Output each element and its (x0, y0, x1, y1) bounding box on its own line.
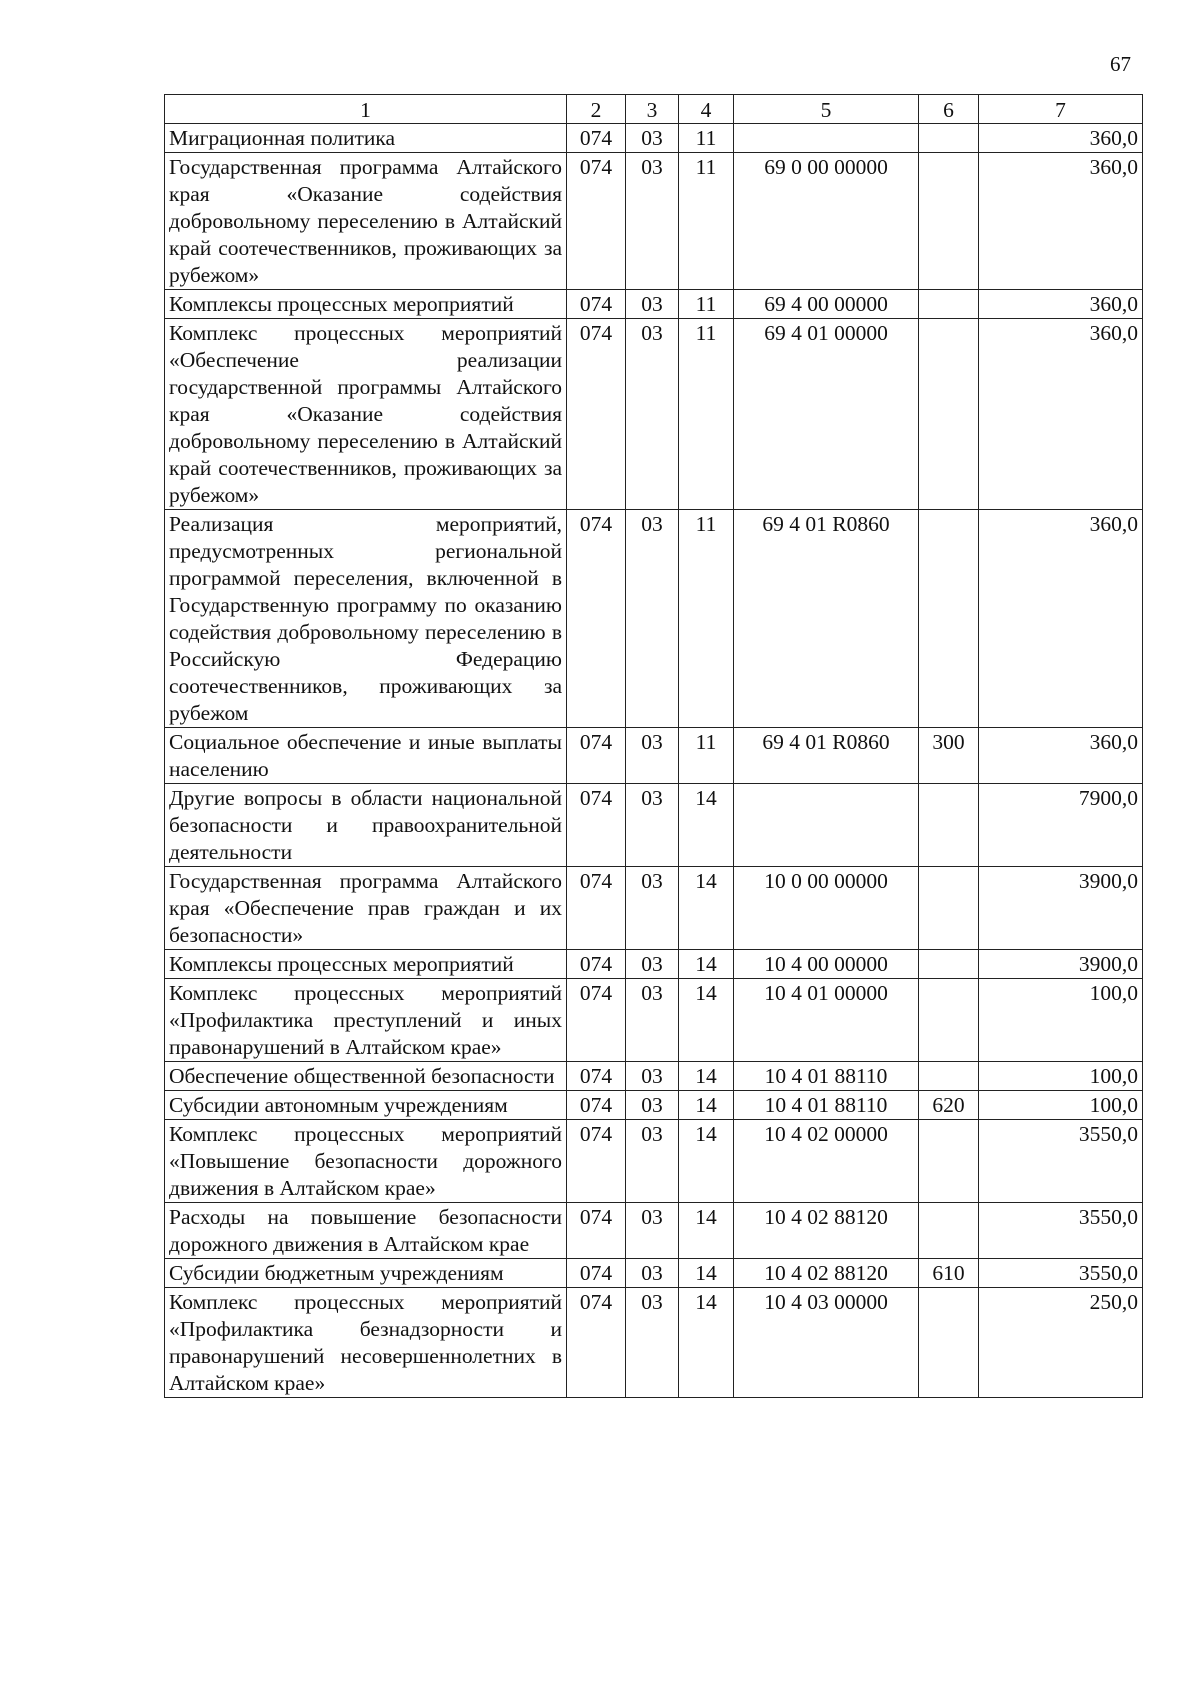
section-code-cell: 03 (626, 290, 679, 319)
amount-cell: 3550,0 (979, 1120, 1143, 1203)
target-article-cell: 69 0 00 00000 (734, 153, 919, 290)
section-code-cell: 03 (626, 867, 679, 950)
col-header-5: 5 (734, 95, 919, 124)
table-row (165, 319, 1143, 510)
section-code-cell: 03 (626, 784, 679, 867)
expense-type-cell (919, 1288, 979, 1398)
ministry-code-cell: 074 (567, 784, 626, 867)
table-row (165, 950, 1143, 979)
target-article-cell: 69 4 00 00000 (734, 290, 919, 319)
col-header-7: 7 (979, 95, 1143, 124)
subsection-code-cell: 11 (679, 153, 734, 290)
expense-name-cell: Обеспечение общественной безопасности (165, 1062, 567, 1091)
subsection-code-cell: 14 (679, 1288, 734, 1398)
expense-name-cell: Миграционная политика (165, 124, 567, 153)
subsection-code-cell: 14 (679, 1203, 734, 1259)
expense-type-cell: 300 (919, 728, 979, 784)
col-header-3: 3 (626, 95, 679, 124)
expense-name-cell: Государственная программа Алтайского края «Оказание содействия добровольному переселению в Алтайский край соотечественников, проживающих за рубежом» (165, 153, 567, 290)
table-row (165, 510, 1143, 728)
expense-name-cell: Социальное обеспечение и иные выплаты населению (165, 728, 567, 784)
expense-name-cell: Расходы на повышение безопасности дорожного движения в Алтайском крае (165, 1203, 567, 1259)
ministry-code-cell: 074 (567, 728, 626, 784)
subsection-code-cell: 14 (679, 1091, 734, 1120)
target-article-cell: 10 4 02 88120 (734, 1259, 919, 1288)
table-row (165, 153, 1143, 290)
expense-name-cell: Субсидии бюджетным учреждениям (165, 1259, 567, 1288)
section-code-cell: 03 (626, 510, 679, 728)
target-article-cell (734, 124, 919, 153)
expense-name-cell: Комплекс процессных мероприятий «Повышение безопасности дорожного движения в Алтайском крае» (165, 1120, 567, 1203)
expense-type-cell (919, 1062, 979, 1091)
ministry-code-cell: 074 (567, 153, 626, 290)
ministry-code-cell: 074 (567, 1062, 626, 1091)
target-article-cell: 10 4 00 00000 (734, 950, 919, 979)
expense-name-cell: Субсидии автономным учреждениям (165, 1091, 567, 1120)
ministry-code-cell: 074 (567, 1259, 626, 1288)
col-header-1: 1 (165, 95, 567, 124)
amount-cell: 360,0 (979, 728, 1143, 784)
target-article-cell: 10 4 01 88110 (734, 1062, 919, 1091)
section-code-cell: 03 (626, 124, 679, 153)
amount-cell: 100,0 (979, 1091, 1143, 1120)
table-row (165, 784, 1143, 867)
expense-type-cell (919, 290, 979, 319)
section-code-cell: 03 (626, 153, 679, 290)
ministry-code-cell: 074 (567, 1288, 626, 1398)
section-code-cell: 03 (626, 319, 679, 510)
subsection-code-cell: 14 (679, 1259, 734, 1288)
table-row (165, 1120, 1143, 1203)
subsection-code-cell: 11 (679, 728, 734, 784)
amount-cell: 3900,0 (979, 950, 1143, 979)
target-article-cell: 10 4 01 88110 (734, 1091, 919, 1120)
expense-type-cell: 610 (919, 1259, 979, 1288)
expense-name-cell: Комплексы процессных мероприятий (165, 290, 567, 319)
subsection-code-cell: 14 (679, 867, 734, 950)
subsection-code-cell: 11 (679, 319, 734, 510)
subsection-code-cell: 11 (679, 124, 734, 153)
ministry-code-cell: 074 (567, 124, 626, 153)
amount-cell: 100,0 (979, 1062, 1143, 1091)
table-row (165, 290, 1143, 319)
expense-name-cell: Реализация мероприятий, предусмотренных региональной программой переселения, включенной в Государственную программу по оказанию содействия добровольному переселению в Российскую Федерацию соотечественников, проживающих за рубежом (165, 510, 567, 728)
amount-cell: 3900,0 (979, 867, 1143, 950)
ministry-code-cell: 074 (567, 950, 626, 979)
table-row (165, 867, 1143, 950)
section-code-cell: 03 (626, 1288, 679, 1398)
amount-cell: 100,0 (979, 979, 1143, 1062)
target-article-cell: 69 4 01 00000 (734, 319, 919, 510)
col-header-6: 6 (919, 95, 979, 124)
subsection-code-cell: 11 (679, 290, 734, 319)
ministry-code-cell: 074 (567, 1120, 626, 1203)
expense-name-cell: Комплекс процессных мероприятий «Профилактика безнадзорности и правонарушений несовершеннолетних в Алтайском крае» (165, 1288, 567, 1398)
ministry-code-cell: 074 (567, 510, 626, 728)
section-code-cell: 03 (626, 1091, 679, 1120)
expense-name-cell: Государственная программа Алтайского края «Обеспечение прав граждан и их безопасности» (165, 867, 567, 950)
expense-type-cell (919, 867, 979, 950)
amount-cell: 3550,0 (979, 1259, 1143, 1288)
col-header-4: 4 (679, 95, 734, 124)
table-row (165, 1062, 1143, 1091)
amount-cell: 360,0 (979, 153, 1143, 290)
expense-name-cell: Комплекс процессных мероприятий «Обеспечение реализации государственной программы Алтайского края «Оказание содействия добровольному переселению в Алтайский край соотечественников, проживающих за рубежом» (165, 319, 567, 510)
table-row (165, 1259, 1143, 1288)
section-code-cell: 03 (626, 979, 679, 1062)
ministry-code-cell: 074 (567, 1091, 626, 1120)
section-code-cell: 03 (626, 950, 679, 979)
amount-cell: 7900,0 (979, 784, 1143, 867)
amount-cell: 360,0 (979, 510, 1143, 728)
target-article-cell (734, 784, 919, 867)
amount-cell: 360,0 (979, 290, 1143, 319)
ministry-code-cell: 074 (567, 867, 626, 950)
table-row (165, 728, 1143, 784)
table-row (165, 1288, 1143, 1398)
expense-name-cell: Другие вопросы в области национальной безопасности и правоохранительной деятельности (165, 784, 567, 867)
table-row (165, 1091, 1143, 1120)
section-code-cell: 03 (626, 1062, 679, 1091)
ministry-code-cell: 074 (567, 290, 626, 319)
section-code-cell: 03 (626, 728, 679, 784)
expense-type-cell (919, 1203, 979, 1259)
section-code-cell: 03 (626, 1120, 679, 1203)
subsection-code-cell: 14 (679, 950, 734, 979)
target-article-cell: 10 4 01 00000 (734, 979, 919, 1062)
header-row (165, 95, 1143, 124)
target-article-cell: 69 4 01 R0860 (734, 510, 919, 728)
expense-type-cell (919, 319, 979, 510)
expense-type-cell: 620 (919, 1091, 979, 1120)
expense-type-cell (919, 153, 979, 290)
expense-type-cell (919, 784, 979, 867)
subsection-code-cell: 14 (679, 1062, 734, 1091)
amount-cell: 360,0 (979, 319, 1143, 510)
table-row (165, 124, 1143, 153)
section-code-cell: 03 (626, 1203, 679, 1259)
target-article-cell: 10 4 02 00000 (734, 1120, 919, 1203)
expense-type-cell (919, 979, 979, 1062)
amount-cell: 360,0 (979, 124, 1143, 153)
ministry-code-cell: 074 (567, 979, 626, 1062)
col-header-2: 2 (567, 95, 626, 124)
expense-name-cell: Комплексы процессных мероприятий (165, 950, 567, 979)
budget-table (164, 94, 1143, 1398)
amount-cell: 3550,0 (979, 1203, 1143, 1259)
subsection-code-cell: 14 (679, 1120, 734, 1203)
ministry-code-cell: 074 (567, 319, 626, 510)
subsection-code-cell: 11 (679, 510, 734, 728)
target-article-cell: 10 0 00 00000 (734, 867, 919, 950)
expense-name-cell: Комплекс процессных мероприятий «Профилактика преступлений и иных правонарушений в Алтайском крае» (165, 979, 567, 1062)
expense-type-cell (919, 950, 979, 979)
expense-type-cell (919, 124, 979, 153)
target-article-cell: 10 4 02 88120 (734, 1203, 919, 1259)
subsection-code-cell: 14 (679, 784, 734, 867)
target-article-cell: 10 4 03 00000 (734, 1288, 919, 1398)
amount-cell: 250,0 (979, 1288, 1143, 1398)
expense-type-cell (919, 1120, 979, 1203)
table-row (165, 979, 1143, 1062)
expense-type-cell (919, 510, 979, 728)
target-article-cell: 69 4 01 R0860 (734, 728, 919, 784)
page-number: 67 (1110, 52, 1131, 76)
table-body (165, 124, 1143, 1398)
subsection-code-cell: 14 (679, 979, 734, 1062)
ministry-code-cell: 074 (567, 1203, 626, 1259)
table-row (165, 1203, 1143, 1259)
section-code-cell: 03 (626, 1259, 679, 1288)
